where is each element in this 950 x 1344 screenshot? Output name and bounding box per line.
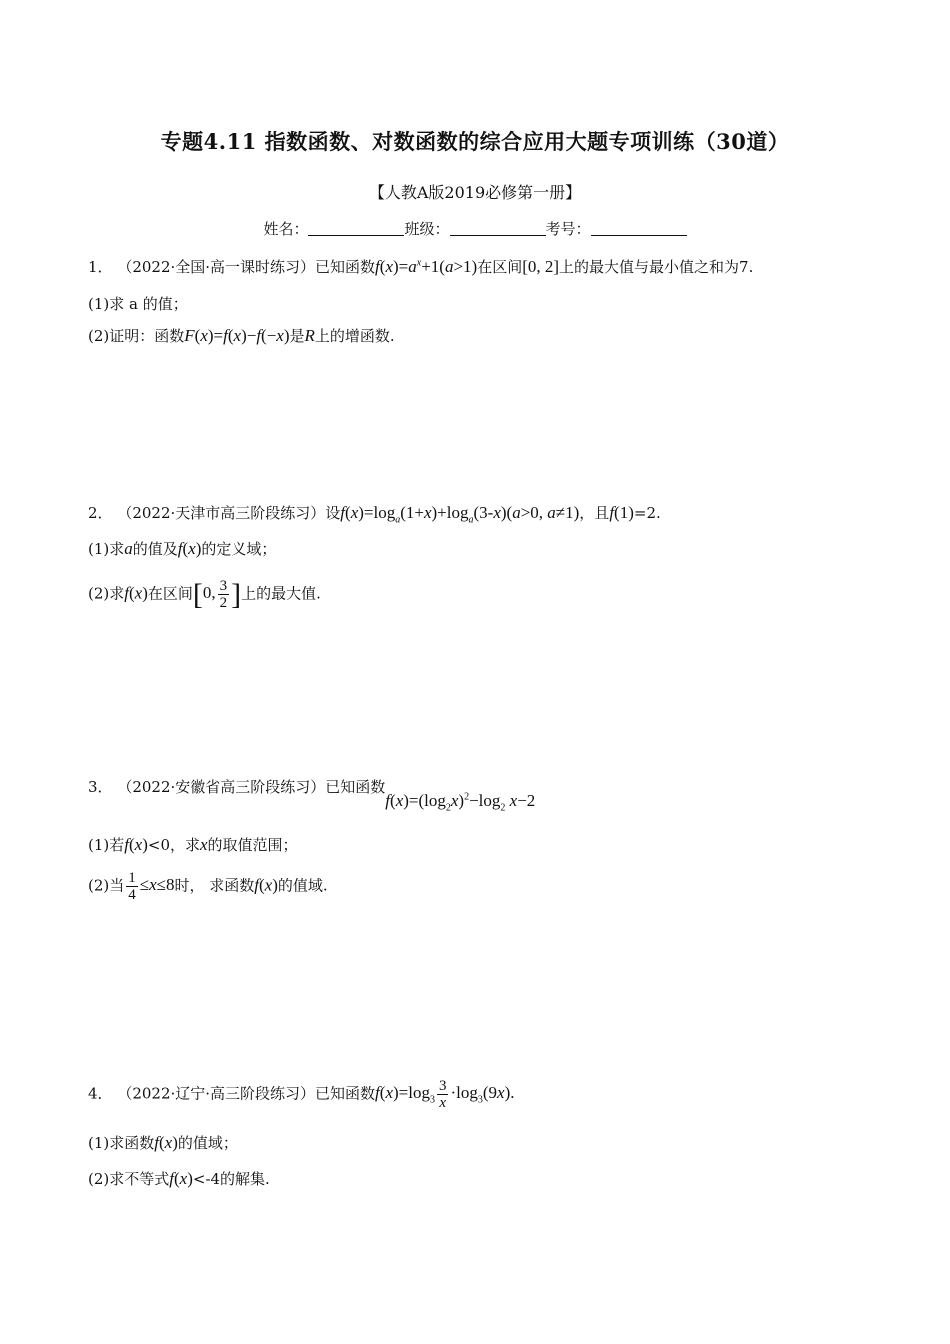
formula: f(x) <box>177 539 202 558</box>
part-text: 上的最大值. <box>241 584 321 603</box>
formula: a <box>124 539 133 558</box>
part-text: (1)若 <box>88 836 125 854</box>
part-text: (1)求函数 <box>88 1134 155 1152</box>
question-3-part-2 <box>88 870 328 903</box>
formula: x <box>200 835 208 854</box>
formula: f(x) <box>169 1169 193 1188</box>
question-text: ，且 <box>579 504 610 522</box>
part-text: (1)求 <box>88 540 125 558</box>
part-text: 的值域. <box>277 876 328 895</box>
name-label: 姓名： <box>263 220 309 238</box>
part-text: <0，求 <box>147 836 200 854</box>
question-1-part-1: (1)求 a 的值； <box>88 295 188 313</box>
textbook-subtitle: 【人教A版2019必修第一册】 <box>368 183 582 202</box>
formula: $f(x)=a^x+1(a>1)$ <box>375 257 478 276</box>
formula: f(x) <box>124 583 148 603</box>
interval: [0, $\frac{3}{2}$ ] <box>192 578 242 612</box>
part-text: 在区间 <box>147 584 193 603</box>
name-blank[interactable] <box>308 221 404 236</box>
exam-number-label: 考号： <box>545 220 591 238</box>
part-text: 的值域； <box>177 1134 238 1152</box>
part-text: 的取值范围； <box>207 836 298 854</box>
formula: $f(x)=(\log_2x)^2-\log_2$ x−2 <box>385 791 536 814</box>
interval: [0, 2] <box>522 257 560 276</box>
question-source: （2022·全国·高一课时练习）已知函数 <box>117 258 376 276</box>
question-number: 2． <box>88 504 113 522</box>
question-4 <box>88 1078 515 1111</box>
exam-number-blank[interactable] <box>591 221 687 236</box>
question-4-part-2 <box>88 1168 270 1189</box>
question-3-part-1 <box>88 834 298 855</box>
formula: f(1) <box>609 503 634 522</box>
part-text: (2)求不等式 <box>88 1170 170 1188</box>
question-2-part-2 <box>88 578 321 612</box>
question-source: （2022·辽宁·高三阶段练习）已知函数 <box>117 1084 376 1103</box>
part-text: 时， 求函数 <box>174 876 255 895</box>
formula: $f(x)=\log_a(1+x)+\log_a(3-x)(a>0$, a≠1) <box>340 503 580 526</box>
class-blank[interactable] <box>450 221 546 236</box>
question-source: （2022·天津市高三阶段练习）设 <box>117 504 341 522</box>
question-text: 在区间 <box>477 258 523 276</box>
formula: $\frac{1}{4}$ ≤x≤8 <box>128 870 175 903</box>
part-text: (2)证明：函数 <box>88 327 185 345</box>
formula: $f(x)=\log_3$ $\frac{3}{x}$ $\cdot\log_3(9x)$. <box>375 1078 515 1111</box>
formula: f(x) <box>254 875 278 895</box>
question-source: （2022·安徽省高三阶段练习）已知函数 <box>117 778 386 796</box>
page-title: 专题4.11 指数函数、对数函数的综合应用大题专项训练（30道） <box>160 129 790 154</box>
question-number: 3． <box>88 778 113 796</box>
question-3 <box>88 776 536 814</box>
question-2-part-1 <box>88 538 276 559</box>
question-2 <box>88 502 661 525</box>
part-text: 的定义域； <box>201 540 277 558</box>
question-1-part-2 <box>88 325 395 346</box>
question-text: 上的最大值与最小值之和为7. <box>559 258 754 276</box>
part-text: <-4的解集. <box>192 1170 270 1188</box>
part-text: 上的增函数. <box>314 327 395 345</box>
class-label: 班级： <box>404 220 450 238</box>
formula: F(x)=f(x)−f(−x) <box>184 326 290 345</box>
part-text: (2)求 <box>88 584 125 603</box>
question-text: =2. <box>633 504 661 522</box>
part-text: 的值及 <box>132 540 178 558</box>
question-number: 1． <box>88 258 113 276</box>
question-4-part-1 <box>88 1132 238 1153</box>
formula: R <box>304 326 315 345</box>
formula: f(x) <box>154 1133 178 1152</box>
part-text: 是 <box>289 327 305 345</box>
formula: f(x) <box>124 835 148 854</box>
question-number: 4． <box>88 1084 113 1103</box>
part-text: (2)当 <box>88 876 125 895</box>
student-info-row <box>0 218 950 239</box>
question-1 <box>88 256 753 277</box>
